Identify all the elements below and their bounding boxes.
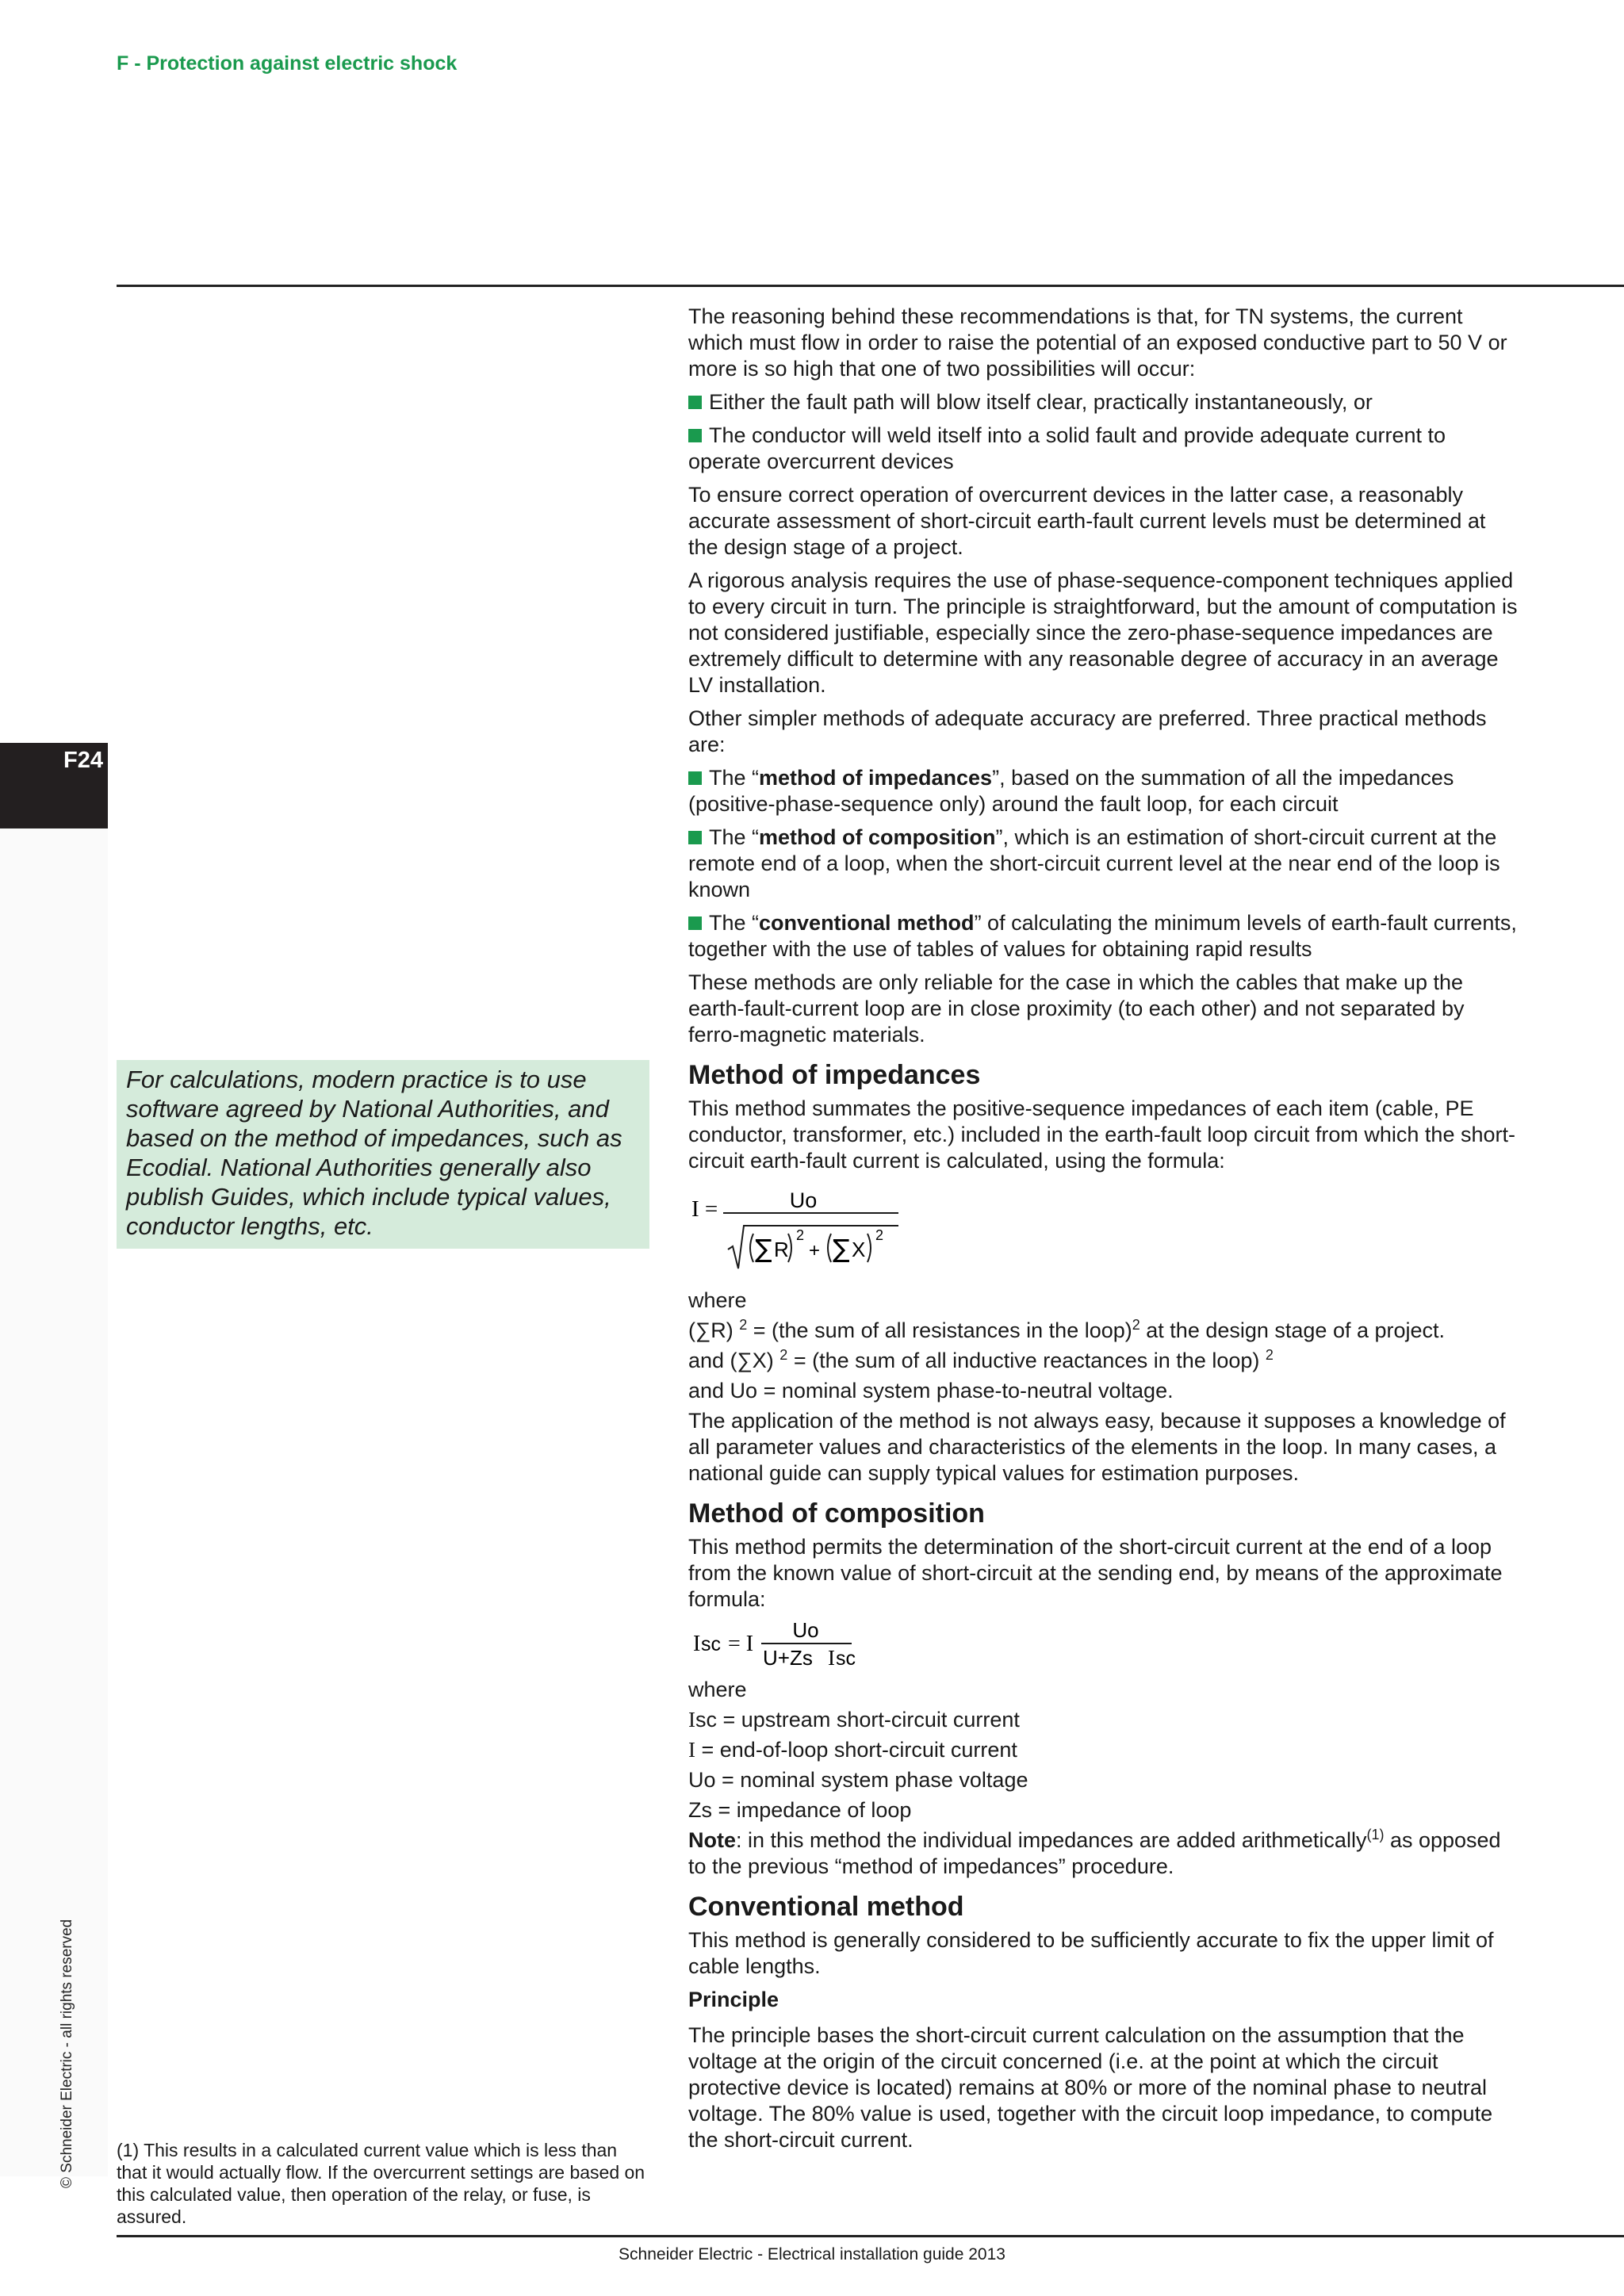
svg-text:+: + — [809, 1240, 821, 1261]
sidebar-note: For calculations, modern practice is to use software agreed by National Authorities, and based on the method of impedances, such as Ecodial. National Authorities generally also publish Guides, which include typical values, conductor lengths, etc. — [117, 1060, 649, 1249]
svg-text:2: 2 — [875, 1227, 884, 1243]
copyright-notice: © Schneider Electric - all rights reserved — [59, 1919, 75, 2188]
svg-text:I =: I = — [691, 1196, 718, 1222]
page-footer: Schneider Electric - Electrical installation guide 2013 — [619, 2245, 1005, 2263]
definition-sum-x: and (∑X) $^2$ = (the sum of all inductive reactances in the loop) $^2$ — [688, 1347, 1274, 1372]
heading-method-of-composition: Method of composition — [688, 1498, 985, 1529]
svg-text:R: R — [774, 1238, 789, 1261]
definition-i: I = end-of-loop short-circuit current — [688, 1738, 1017, 1762]
list-item: The conductor will weld itself into a solid fault and provide adequate current to operate overcurrent devices — [688, 423, 1446, 473]
definition-sum-r: (∑R) $^2$ = (the sum of all resistances in the loop)$^2$ at the design stage of a project. — [688, 1317, 1446, 1342]
list-item-method-impedances: The “method of impedances”, based on the summation of all the impedances (positive-phase-sequence only) around the fault loop, for each circuit — [688, 766, 1454, 816]
composition-formula-graphic — [688, 1620, 894, 1670]
page-number-tab — [0, 743, 108, 828]
impedance-formula-graphic — [688, 1181, 926, 1283]
where-label: where — [688, 1288, 747, 1312]
svg-text:= I: = I — [728, 1632, 754, 1656]
paragraph: The reasoning behind these recommendations is that, for TN systems, the current which must flow in order to raise the potential of an exposed conductive part to 50 V or more is so high that one of two possibilities will occur: — [688, 304, 1507, 381]
bullet-square-icon — [688, 429, 702, 442]
top-divider — [117, 285, 1624, 287]
bullet-square-icon — [688, 396, 702, 409]
heading-method-of-impedances: Method of impedances — [688, 1060, 981, 1090]
paragraph: The principle bases the short-circuit current calculation on the assumption that the voltage at the origin of the circuit concerned (i.e. at the point at which the circuit protective device is located) remains at 80% or more of the nominal phase to neutral voltage. The 80% value is used, together with the circuit loop impedance, to compute the short-circuit current. — [688, 2023, 1493, 2152]
margin-strip — [0, 828, 108, 2176]
paragraph: This method is generally considered to be sufficiently accurate to fix the upper limit of cable lengths. — [688, 1928, 1494, 1978]
paragraph: Other simpler methods of adequate accuracy are preferred. Three practical methods are: — [688, 706, 1487, 756]
paragraph: To ensure correct operation of overcurrent devices in the latter case, a reasonably accurate assessment of short-circuit earth-fault current levels must be determined at the design stage of a project. — [688, 483, 1486, 559]
svg-text:I: I — [828, 1646, 835, 1670]
svg-text:∑: ∑ — [833, 1234, 850, 1264]
definition-uo: Uo = nominal system phase voltage — [688, 1768, 1028, 1792]
paragraph: This method permits the determination of the short-circuit current at the end of a loop from the known value of short-circuit at the sending end, by means of the approximate formula: — [688, 1535, 1503, 1611]
svg-text:Uo: Uo — [792, 1620, 819, 1642]
svg-text:X: X — [852, 1238, 866, 1261]
svg-text:∑: ∑ — [755, 1234, 772, 1264]
composition-formula — [688, 1620, 1521, 1670]
bullet-square-icon — [688, 771, 702, 785]
heading-conventional-method: Conventional method — [688, 1892, 964, 1922]
bullet-square-icon — [688, 831, 702, 844]
svg-text:I: I — [693, 1632, 701, 1656]
list-item: Either the fault path will blow itself clear, practically instantaneously, or — [688, 389, 1521, 415]
bullet-square-icon — [688, 916, 702, 930]
definition-zs: Zs = impedance of loop — [688, 1798, 912, 1822]
definition-isc: Isc = upstream short-circuit current — [688, 1708, 1020, 1732]
definition-uo: and Uo = nominal system phase-to-neutral voltage. — [688, 1379, 1174, 1402]
bottom-divider — [117, 2235, 1624, 2237]
svg-text:U+Zs: U+Zs — [763, 1646, 813, 1670]
section-header: F - Protection against electric shock — [117, 52, 458, 75]
impedance-formula — [688, 1181, 1521, 1283]
paragraph: These methods are only reliable for the case in which the cables that make up the earth-fault-current loop are in close proximity (to each other) and not separated by ferro-magnetic materials. — [688, 970, 1465, 1047]
list-item-method-composition: The “method of composition”, which is an estimation of short-circuit current at the remote end of a loop, when the short-circuit current level at the near end of the loop is known — [688, 825, 1500, 901]
footnote: (1) This results in a calculated current value which is less than that it would actually flow. If the overcurrent settings are based on this calculated value, then operation of the relay, or fuse, is assured. — [117, 2140, 645, 2227]
svg-text:2: 2 — [796, 1227, 805, 1243]
list-item-conventional-method: The “conventional method” of calculating the minimum levels of earth-fault currents, together with the use of tables of values for obtaining rapid results — [688, 911, 1517, 961]
main-column — [688, 304, 1521, 2160]
page-number: F24 — [63, 748, 103, 773]
paragraph: The application of the method is not always easy, because it supposes a knowledge of all parameter values and characteristics of the elements in the loop. In many cases, a national guide can supply typical values for estimation purposes. — [688, 1409, 1506, 1485]
subheading-principle: Principle — [688, 1988, 779, 2011]
note-paragraph: Note: in this method the individual impedances are added arithmetically$^{(1)}$ as opposed to the previous “method of impedances” procedure. — [688, 1827, 1501, 1878]
svg-text:sc: sc — [701, 1633, 721, 1655]
paragraph: This method summates the positive-sequence impedances of each item (cable, PE conductor, transformer, etc.) included in the earth-fault loop circuit from which the short-circuit earth-fault current is calculated, using the formula: — [688, 1096, 1515, 1173]
svg-text:Uo: Uo — [789, 1188, 818, 1212]
paragraph: A rigorous analysis requires the use of phase-sequence-component techniques applied to every circuit in turn. The principle is straightforward, but the amount of computation is not considered justifiable, especially since the zero-phase-sequence impedances are extremely difficult to determine with any reasonable degree of accuracy in an average LV installation. — [688, 568, 1518, 697]
svg-text:sc: sc — [836, 1647, 856, 1670]
where-label: where — [688, 1678, 747, 1701]
